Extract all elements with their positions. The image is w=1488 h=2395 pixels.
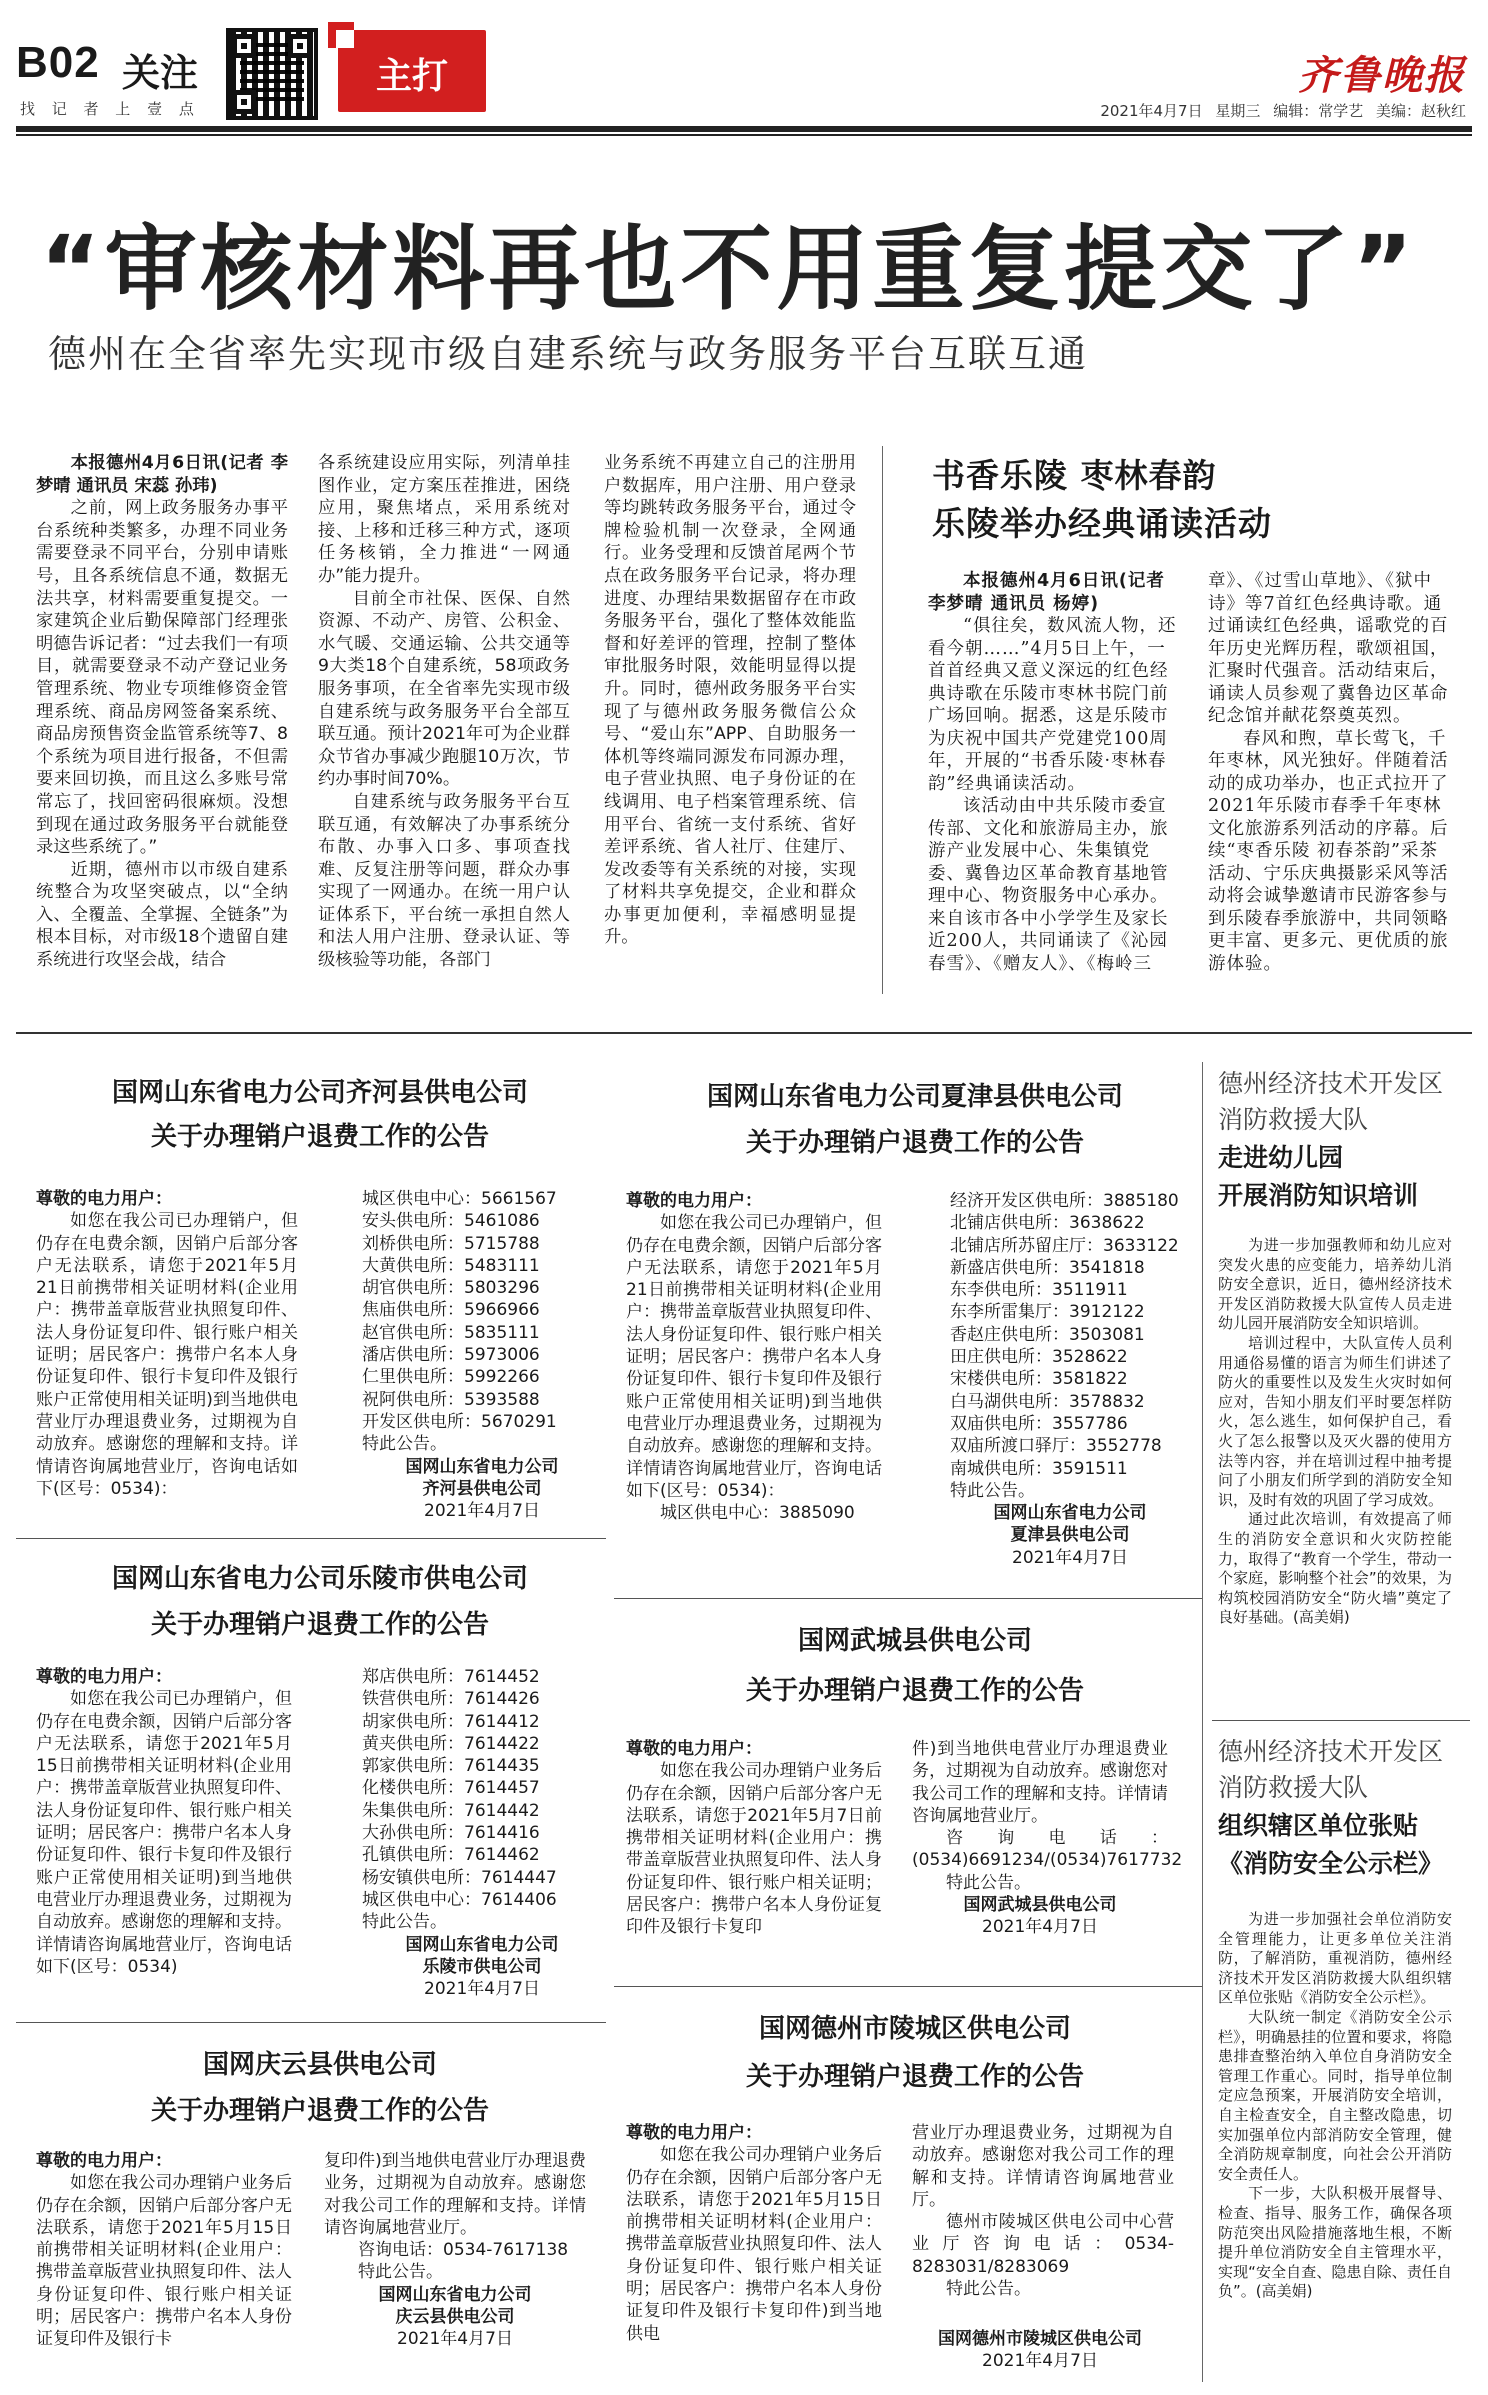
article-col-1 [36, 452, 288, 972]
right-org-1: 德州经济技术开发区 [1218, 1069, 1444, 1098]
office-list [362, 1188, 602, 1522]
right-paragraph: 培训过程中，大队宣传人员利用通俗易懂的语言为师生们讲述了防火的重要性以及发生火灾时如何应对，告知小朋友们平时要怎样防火，怎么逃生，如何保护自己，看火了怎么报警以及灭火器的使用方法等内容，并在培训过程中抽考提问了小朋友们所学到的消防安全知识，及时有效的巩固了学习成效。 [1218, 1333, 1452, 1509]
notice-subtitle: 关于办理销户退费工作的公告 [745, 1128, 1084, 1158]
notice-body [626, 1738, 882, 1939]
article-lead: 本报德州4月6日讯(记者 李梦晴 通讯员 宋蕊 孙玮) [36, 453, 288, 496]
office-item: 刘桥供电所：5715788 [362, 1233, 540, 1254]
right-divider [1212, 1720, 1470, 1721]
notice-phone: 咨询电话：0534-7617138 [358, 2240, 569, 2261]
notice-office: 城区供电中心：3885090 [660, 1503, 855, 1524]
notice-signature: 国网山东省电力公司 [405, 1934, 559, 1955]
office-list [950, 1190, 1190, 1569]
notice-signature: 庆云县供电公司 [395, 2307, 515, 2328]
notice-subtitle: 关于办理销户退费工作的公告 [150, 2096, 489, 2126]
sidebar-title-2: 乐陵举办经典诵读活动 [932, 504, 1272, 543]
notice-body [36, 1188, 298, 1500]
office-item: 新盛店供电所：3541818 [950, 1257, 1145, 1278]
office-item: 杨安镇供电所：7614447 [362, 1867, 557, 1888]
office-item: 朱集供电所：7614442 [362, 1800, 540, 1821]
section-divider [16, 1032, 1472, 1034]
office-item: 大黄供电所：5483111 [362, 1255, 540, 1276]
notice-phone: 德州市陵城区供电公司中心营业厅咨询电话：0534-8283031/8283069 [912, 2212, 1174, 2277]
notice-subtitle: 关于办理销户退费工作的公告 [150, 1122, 489, 1152]
article-col-2 [318, 452, 570, 972]
article-paragraph: 各系统建设应用实际，列清单挂图作业，定方案压茬推进，困绕应用，聚焦堵点，采用系统对接、上移和迁移三种方式，逐项任务核销，全力推进“一网通办”能力提升。 [318, 453, 570, 586]
sidebar-col-1 [928, 570, 1178, 975]
notice-title: 国网山东省电力公司齐河县供电公司 [111, 1078, 528, 1108]
notice-signature: 国网武城县供电公司 [963, 1895, 1117, 1916]
article-paragraph: 之前，网上政务服务办事平台系统种类繁多，办理不同业务需要登录不同平台，分别申请账号，且各系统信息不通，数据无法共享，材料需要重复提交。一家建筑企业后勤保障部门经理张明德告诉记者：“过去我们一有项目，就需要登录不动产登记业务管理系统、物业专项维修资金管理系统、商品房网签备案系统、商品房预售资金监管系统等7、8个系统为项目进行报备，不但需要来回切换，而且这么多账号常常忘了，找回密码很麻烦。没想到现在通过政务服务平台就能登录这些系统了。” [36, 498, 288, 858]
right-title-1: 走进幼儿园 [1218, 1143, 1344, 1172]
notice-greeting: 尊敬的电力用户： [626, 1739, 762, 1759]
notice-body-2 [324, 2150, 586, 2351]
sidebar-paragraph: 该活动由中共乐陵市委宣传部、文化和旅游局主办，旅游产业发展中心、朱集镇党委、冀鲁边区革命教育基地管理中心、物资服务中心承办。来自该市各中小学学生及家长近200人，共同诵读了《沁园春雪》、《赠友人》、《梅岭三 [928, 796, 1169, 974]
notice-signature: 国网山东省电力公司 [378, 2284, 532, 2305]
section-sub: 找 记 者 上 壹 点 [20, 100, 200, 118]
right-article-2 [1218, 1910, 1452, 2302]
notice-signature: 国网德州市陵城区供电公司 [938, 2329, 1142, 2349]
notice-phone: 咨询电话：(0534)6691234/(0534)7617732 [912, 1828, 1183, 1871]
office-item: 城区供电中心：5661567 [362, 1189, 557, 1209]
office-item: 化楼供电所：7614457 [362, 1778, 540, 1799]
notice-text: 如您在我公司办理销户业务后仍存在余额，因销户后部分客户无法联系，请您于2021年5月15日前携带相关证明材料(企业用户：携带盖章版营业执照复印件、法人身份证复印件、银行账户相关证明；居民客户：携带户名本人身份证复印件及银行卡复印件)到当地供电 [626, 2145, 882, 2344]
notice-subtitle: 关于办理销户退费工作的公告 [745, 1676, 1084, 1706]
notice-text: 如您在我公司已办理销户，但仍存在电费余额，因销户后部分客户无法联系，请您于2021年5月21日前携带相关证明材料(企业用户：携带盖章版营业执照复印件、法人身份证复印件、银行账户相关证明；居民客户：携带户名本人身份证复印件、银行卡复印件及银行账户正常使用相关证明)到当地供电营业厅办理退费业务，过期视为自动放弃。感谢您的理解和支持。详情请咨询属地营业厅，咨询电话如下(区号：0534)： [36, 1211, 298, 1499]
notice-body [36, 2150, 292, 2351]
office-item: 香赵庄供电所：3503081 [950, 1324, 1145, 1345]
office-item: 郑店供电所：7614452 [362, 1667, 540, 1687]
right-org-2: 消防救援大队 [1218, 1773, 1369, 1802]
notice-text: 如您在我公司已办理销户，但仍存在电费余额，因销户后部分客户无法联系，请您于2021年5月15日前携带相关证明材料(企业用户：携带盖章版营业执照复印件、法人身份证复印件、银行账户相关证明；居民客户：携带户名本人身份证复印件、银行卡复印件及银行账户正常使用相关证明)到当地供电营业厅办理退费业务，过期视为自动放弃。感谢您的理解和支持。详情请咨询属地营业厅，咨询电话如下(区号：0534) [36, 1689, 292, 1977]
notice-divider [16, 1538, 606, 1539]
office-item: 双庙供电所：3557786 [950, 1413, 1128, 1434]
notice-date: 2021年4月7日 [424, 1979, 540, 2000]
header-rule [16, 126, 1472, 132]
notice-text: 如您在我公司办理销户业务后仍存在余额，因销户后部分客户无法联系，请您于2021年5月15日前携带相关证明材料(企业用户：携带盖章版营业执照复印件、法人身份证复印件、银行账户相关证明；居民客户：携带户名本人身份证复印件及银行卡 [36, 2173, 292, 2350]
notice-greeting: 尊敬的电力用户： [626, 2123, 762, 2143]
notice-text: 营业厅办理退费业务，过期视为自动放弃。感谢您对我公司工作的理解和支持。详情请咨询属地营业厅。 [912, 2123, 1174, 2210]
notice-greeting: 尊敬的电力用户： [36, 1189, 172, 1209]
office-item: 黄夹供电所：7614422 [362, 1733, 540, 1754]
notice-body [36, 1666, 292, 1978]
article-col-3 [604, 452, 856, 949]
notice-body-2 [912, 1738, 1183, 1939]
notice-divider [614, 1598, 1202, 1599]
column-divider [882, 446, 883, 994]
notice-body [626, 1190, 882, 1524]
notice-end: 特此公告。 [358, 2262, 443, 2283]
designer: 美编：赵秋红 [1375, 102, 1466, 120]
sidebar-paragraph: 章》、《过雪山草地》、《狱中诗》等7首红色经典诗歌。通过诵读红色经典，谣歌党的百年历史光辉历程，歌颂祖国，汇聚时代强音。活动结束后，诵读人员参观了冀鲁边区革命纪念馆并献花祭奠英烈。 [1208, 571, 1449, 726]
notice-end: 特此公告。 [950, 1480, 1035, 1501]
notice-signature: 齐河县供电公司 [422, 1478, 542, 1499]
issue-meta [1100, 100, 1466, 121]
issue-date: 2021年4月7日 [1100, 102, 1203, 120]
office-item: 仁里供电所：5992266 [362, 1367, 540, 1388]
column-divider [1202, 1062, 1203, 2382]
notice-signature: 夏津县供电公司 [1010, 1525, 1130, 1546]
right-title-2: 《消防安全公示栏》 [1218, 1849, 1444, 1878]
article-paragraph: 目前全市社保、医保、自然资源、不动产、房管、公积金、水气暖、交通运输、公共交通等9大类18个自建系统，58项政务服务事项，在全省率先实现市级自建系统与政务服务平台全部互联互通。预计2021年可为企业群众节省办事减少跑腿10万次，节约办事时间70%。 [318, 588, 570, 790]
office-list [362, 1666, 602, 2000]
sidebar-col-2 [1208, 570, 1454, 975]
sidebar-lead: 本报德州4月6日讯(记者 李梦晴 通讯员 杨婷) [928, 571, 1165, 614]
notice-date: 2021年4月7日 [982, 2351, 1098, 2371]
notice-title: 国网德州市陵城区供电公司 [758, 2014, 1071, 2044]
office-item: 田庄供电所：3528622 [950, 1347, 1128, 1368]
office-item: 安头供电所：5461086 [362, 1211, 540, 1232]
office-item: 胡家供电所：7614412 [362, 1711, 540, 1732]
right-paragraph: 为进一步加强社会单位消防安全管理能力，让更多单位关注消防，了解消防，重视消防，德州经济技术开发区消防救援大队组织辖区单位张贴《消防安全公示栏》。 [1218, 1910, 1452, 2007]
notice-text: 件)到当地供电营业厅办理退费业务，过期视为自动放弃。感谢您对我公司工作的理解和支持。详情请咨询属地营业厅。 [912, 1739, 1168, 1826]
notice-signature: 国网山东省电力公司 [405, 1456, 559, 1477]
notice-signature: 乐陵市供电公司 [422, 1956, 542, 1977]
article-paragraph: 自建系统与政务服务平台互联互通，有效解决了办事系统分布散、办事入口多、事项查找难、反复注册等问题，群众办事实现了一网通办。在统一用户认证体系下，平台统一承担自然人和法人用户注册、登录认证、等级核验等功能，各部门 [318, 791, 570, 971]
notice-greeting: 尊敬的电力用户： [36, 2151, 172, 2171]
notice-title: 国网庆云县供电公司 [202, 2050, 437, 2080]
office-item: 东李所雷集厅：3912122 [950, 1302, 1145, 1323]
header-rule-thin [16, 134, 1472, 136]
notice-end: 特此公告。 [946, 1872, 1031, 1893]
newspaper-logo: 齐鲁晚报 [1298, 52, 1466, 99]
notice-divider [614, 1986, 1202, 1987]
notice-divider [16, 2022, 606, 2023]
notice-body [626, 2122, 882, 2345]
headline: “审核材料再也不用重复提交了” [40, 216, 1417, 323]
article-paragraph: 近期，德州市以市级自建系统整合为攻坚突破点，以“全纳入、全覆盖、全掌握、全链条”为根本目标，对市级18个遗留自建系统进行攻坚会战，结合 [36, 859, 288, 971]
office-item: 大孙供电所：7614416 [362, 1823, 540, 1844]
right-title-1: 组织辖区单位张贴 [1218, 1811, 1419, 1840]
office-item: 铁营供电所：7614426 [362, 1689, 540, 1710]
right-org-1: 德州经济技术开发区 [1218, 1737, 1444, 1766]
notice-title: 国网山东省电力公司乐陵市供电公司 [111, 1564, 528, 1594]
notice-text: 复印件)到当地供电营业厅办理退费业务，过期视为自动放弃。感谢您对我公司工作的理解和支持。详情请咨询属地营业厅。 [324, 2151, 586, 2238]
notice-title: 国网武城县供电公司 [797, 1626, 1032, 1656]
office-item: 郭家供电所：7614435 [362, 1756, 540, 1777]
article-paragraph: 业务系统不再建立自己的注册用户数据库，用户注册、用户登录等均跳转政务服务平台，通过令牌检验机制一次登录，全网通行。业务受理和反馈首尾两个节点在政务服务平台记录，将办理进度、办理结果数据留存在市政务服务平台，强化了整体效能监督和好差评的管理，控制了整体审批服务时限，效能明显得以提升。同时，德州政务服务平台实现了与德州政务服务微信公众号、“爱山东”APP、自助服务一体机等终端同源发布同源办理，电子营业执照、电子身份证的在线调用、电子档案管理系统、信用平台、省统一支付系统、省好差评系统、省人社厅、住建厅、发改委等有关系统的对接，实现了材料共享免提交，企业和群众办事更加便利，幸福感明显提升。 [604, 453, 856, 948]
right-paragraph: 通过此次培训，有效提高了师生的消防安全意识和火灾防控能力，取得了“教育一个学生，带动一个家庭，影响整个社会”的效果，为构筑校园消防安全“防火墙”奠定了良好基础。(高美娟) [1218, 1510, 1452, 1627]
office-item: 焦庙供电所：5966966 [362, 1300, 540, 1321]
right-article-1 [1218, 1236, 1452, 1628]
section-tag [338, 30, 486, 112]
notice-date: 2021年4月7日 [424, 1501, 540, 1522]
right-paragraph: 下一步，大队积极开展督导、检查、指导、服务工作，确保各项防范突出风险措施落地生根，不断提升单位消防安全自主管理水平，实现“安全自查、隐患自除、责任自负”。(高美娟) [1218, 2184, 1452, 2301]
office-item: 双庙所渡口驿厅：3552778 [950, 1436, 1162, 1457]
notice-body-2 [912, 2122, 1174, 2300]
notice-end: 特此公告。 [362, 1912, 447, 1933]
issue-weekday: 星期三 [1215, 102, 1261, 120]
sidebar-paragraph: 春风和煦，草长莺飞，千年枣林，风光独好。伴随着活动的成功举办，也正式拉开了2021年乐陵市春季千年枣林文化旅游系列活动的序幕。后续“枣香乐陵 初春茶韵”采茶活动、宁乐庆典摄影采风等活动将会诚挚邀请市民游客参与到乐陵春季旅游中，共同领略更丰富、更多元、更优质的旅游体验。 [1208, 728, 1449, 974]
office-item: 祝阿供电所：5393588 [362, 1389, 540, 1410]
office-item: 潘店供电所：5973006 [362, 1345, 540, 1366]
qr-code-icon [226, 28, 318, 120]
notice-signature: 国网山东省电力公司 [993, 1503, 1147, 1524]
notice-end: 特此公告。 [362, 1434, 447, 1455]
office-item: 孔镇供电所：7614462 [362, 1845, 540, 1866]
notice-subtitle: 关于办理销户退费工作的公告 [745, 2062, 1084, 2092]
office-item: 北铺店所苏留庄厅：3633122 [950, 1235, 1179, 1256]
section-name: 关注 [122, 51, 199, 95]
notice-end: 特此公告。 [946, 2279, 1031, 2300]
office-item: 经济开发区供电所：3885180 [950, 1191, 1179, 1211]
subheadline: 德州在全省率先实现市级自建系统与政务服务平台互联互通 [48, 332, 1089, 376]
office-item: 白马湖供电所：3578832 [950, 1391, 1145, 1412]
tag-label: 主打 [376, 56, 449, 97]
right-paragraph: 大队统一制定《消防安全公示栏》，明确悬挂的位置和要求，将隐患排查整治纳入单位自身消防安全管理工作重心。同时，指导单位制定应急预案，开展消防安全培训，自主检查安全，自主整改隐患，切实加强单位内部消防安全管理，健全消防规章制度，向社会公开消防安全责任人。 [1218, 2007, 1452, 2183]
notice-date: 2021年4月7日 [982, 1917, 1098, 1938]
office-item: 南城供电所：3591511 [950, 1458, 1128, 1479]
office-item: 北铺店供电所：3638622 [950, 1213, 1145, 1234]
notice-greeting: 尊敬的电力用户： [36, 1667, 172, 1687]
editor: 编辑：常学艺 [1273, 102, 1364, 120]
office-item: 赵官供电所：5835111 [362, 1322, 540, 1343]
office-item: 宋楼供电所：3581822 [950, 1369, 1128, 1390]
right-title-2: 开展消防知识培训 [1218, 1181, 1419, 1210]
right-org-2: 消防救援大队 [1218, 1105, 1369, 1134]
sidebar-paragraph: “俱往矣，数风流人物，还看今朝……”4月5日上午，一首首经典又意义深远的红色经典诗歌在乐陵市枣林书院门前广场回响。据悉，这是乐陵市为庆祝中国共产党建党100周年，开展的“书香乐陵·枣林春韵”经典诵读活动。 [928, 616, 1177, 794]
notice-date: 2021年4月7日 [397, 2329, 513, 2350]
right-paragraph: 为进一步加强教师和幼儿应对突发火患的应变能力，培养幼儿消防安全意识，近日，德州经济技术开发区消防救援大队宣传人员走进幼儿园开展消防安全知识培训。 [1218, 1236, 1452, 1333]
notice-date: 2021年4月7日 [1012, 1547, 1128, 1568]
notice-text: 如您在我公司办理销户业务后仍存在余额，因销户后部分客户无法联系，请您于2021年5月7日前携带相关证明材料(企业用户：携带盖章版营业执照复印件、法人身份证复印件、银行账户相关证明；居民客户：携带户名本人身份证复印件及银行卡复印 [626, 1761, 882, 1938]
notice-greeting: 尊敬的电力用户： [626, 1191, 762, 1211]
notice-title: 国网山东省电力公司夏津县供电公司 [706, 1082, 1123, 1112]
notice-text: 如您在我公司已办理销户，但仍存在电费余额，因销户后部分客户无法联系，请您于2021年5月21日前携带相关证明材料(企业用户：携带盖章版营业执照复印件、法人身份证复印件、银行账户相关证明；居民客户：携带户名本人身份证复印件、银行卡复印件及银行账户正常使用相关证明)到当地供电营业厅办理退费业务，过期视为自动放弃。感谢您的理解和支持。详情请咨询属地营业厅，咨询电话如下(区号：0534)： [626, 1213, 882, 1501]
office-item: 开发区供电所：5670291 [362, 1411, 557, 1432]
office-item: 城区供电中心：7614406 [362, 1889, 557, 1910]
office-item: 东李供电所：3511911 [950, 1280, 1128, 1301]
notice-subtitle: 关于办理销户退费工作的公告 [150, 1610, 489, 1640]
sidebar-title-1: 书香乐陵 枣林春韵 [932, 456, 1217, 495]
office-item: 胡官供电所：5803296 [362, 1278, 540, 1299]
page-number: B02 [16, 38, 100, 87]
